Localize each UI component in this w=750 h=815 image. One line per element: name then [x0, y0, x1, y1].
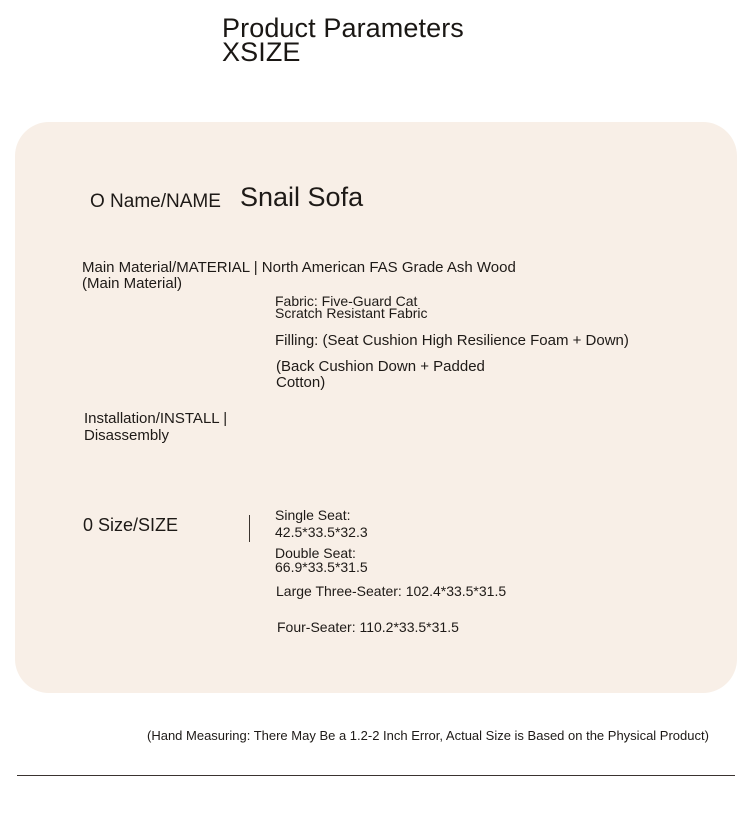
name-label: O Name/NAME — [90, 191, 221, 212]
size-label: 0 Size/SIZE — [83, 515, 179, 535]
installation-line-1: Installation/INSTALL | — [84, 410, 228, 427]
size-four-seater: Four-Seater: 110.2*33.5*31.5 — [277, 619, 459, 635]
measurement-note: (Hand Measuring: There May Be a 1.2-2 Inch Error, Actual Size is Based on the Physical Product) — [147, 728, 709, 743]
size-double-line-2: 66.9*33.5*31.5 — [275, 559, 368, 575]
back-cushion-line-2: Cotton) — [276, 374, 326, 391]
size-large-three-seater: Large Three-Seater: 102.4*33.5*31.5 — [276, 583, 507, 599]
fabric-line-2: Scratch Resistant Fabric — [275, 305, 428, 321]
page-title-line-2: XSIZE — [222, 37, 301, 67]
material-label-line-1: Main Material/MATERIAL | North American FAS Grade Ash Wood — [82, 259, 516, 276]
size-single-line-1: Single Seat: — [275, 507, 351, 523]
name-value: Snail Sofa — [240, 182, 364, 212]
bottom-divider — [17, 775, 735, 776]
page-title-line-1: Product Parameters — [222, 13, 464, 43]
fabric-line-1: Fabric: Five-Guard Cat — [275, 293, 418, 309]
size-divider — [249, 515, 250, 542]
installation-line-2: Disassembly — [84, 427, 170, 444]
filling-text: Filling: (Seat Cushion High Resilience Foam + Down) — [275, 332, 629, 349]
size-double-line-1: Double Seat: — [275, 545, 356, 561]
size-single-line-2: 42.5*33.5*32.3 — [275, 524, 368, 540]
page-title — [222, 13, 464, 67]
material-label-line-2: (Main Material) — [82, 275, 183, 292]
back-cushion-line-1: (Back Cushion Down + Padded — [276, 358, 485, 375]
